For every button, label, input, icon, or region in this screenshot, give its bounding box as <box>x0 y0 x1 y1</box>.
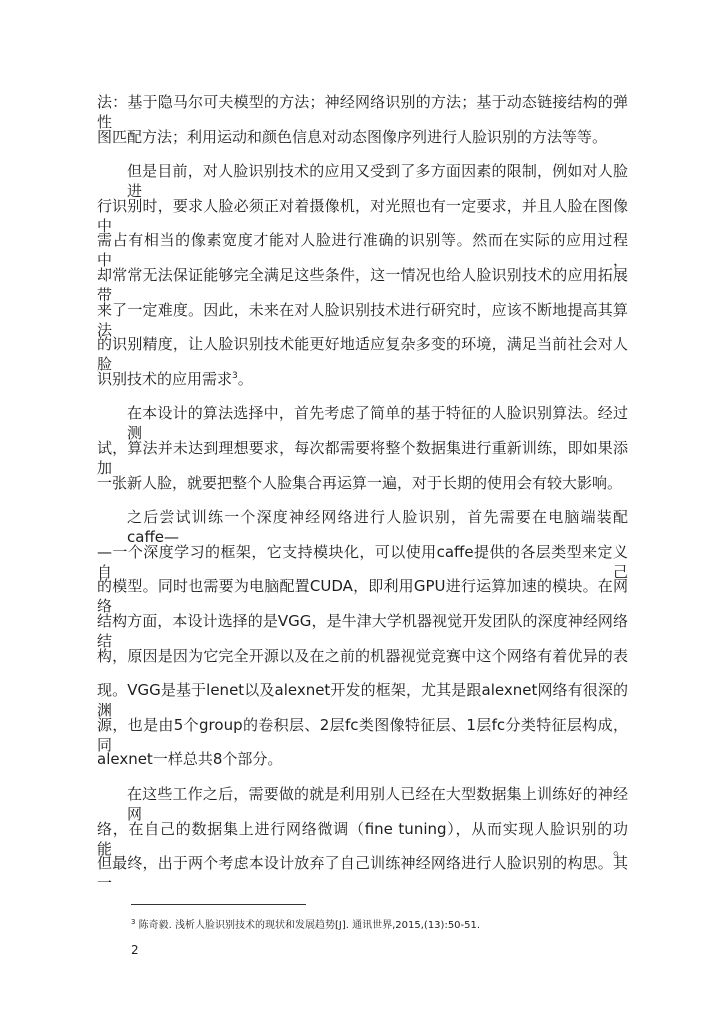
text-line <box>127 507 628 547</box>
text-line-content: 一张新人脸，就要把整个人脸集合再运算一遍，对于长期的使用会有较大影响。 <box>97 473 623 492</box>
footnote <box>131 919 480 933</box>
text-line-content: 构，原因是因为它完全开源以及在之前的机器视觉竞赛中这个网络有着优异的表 <box>97 646 628 665</box>
text-line-content: 络，在自己的数据集上进行网络微调（fine tuning），从而实现人脸识别的功能。 <box>97 819 628 858</box>
text-line <box>127 161 628 201</box>
text-line-content: 在这些工作之后，需要做的就是利用别人已经在大型数据集上训练好的神经网 <box>127 785 628 823</box>
text-line-content: 但是目前，对人脸识别技术的应用又受到了多方面因素的限制，例如对人脸进 <box>127 162 628 201</box>
text-line-content: 试，算法并未达到理想要求，每次都需要将整个数据集进行重新训练，即如果添加 <box>97 439 628 477</box>
text-line <box>97 334 628 374</box>
footnote-marker: 3 <box>131 918 136 926</box>
text-line-content: 识别技术的应用需求 <box>97 369 233 388</box>
text-line <box>97 853 628 893</box>
text-line <box>97 715 628 754</box>
text-line <box>97 230 628 270</box>
text-line <box>97 369 628 389</box>
text-line <box>97 127 628 147</box>
text-line <box>97 92 628 131</box>
text-line <box>127 784 628 823</box>
text-line-content: 结构方面，本设计选择的是VGG，是牛津大学机器视觉开发团队的深度神经网络结 <box>97 612 628 650</box>
text-line <box>97 680 628 720</box>
text-line-content: 图匹配方法；利用运动和颜色信息对动态图像序列进行人脸识别的方法等等。 <box>97 127 608 146</box>
text-line-content: 的识别精度，让人脸识别技术能更好地适应复杂多变的环境，满足当前社会对人脸 <box>97 335 628 374</box>
text-line <box>97 473 628 493</box>
text-line-content: 行识别时，要求人脸必须正对着摄像机，对光照也有一定要求，并且人脸在图像中 <box>97 196 628 235</box>
footnote-separator <box>131 904 306 905</box>
text-line <box>97 749 628 769</box>
text-line <box>97 300 628 339</box>
text-line-content: 的模型。同时也需要为电脑配置CUDA，即利用GPU进行运算加速的模块。在网络 <box>97 577 628 616</box>
text-line-content: 法：基于隐马尔可夫模型的方法；神经网络识别的方法；基于动态链接结构的弹性 <box>97 93 628 131</box>
text-line <box>97 542 628 581</box>
text-line-content: 现。VGG是基于lenet以及alexnet开发的框架，尤其是跟alexnet网络有很深的渊 <box>97 681 628 720</box>
text-line <box>97 265 628 304</box>
text-line <box>97 611 628 650</box>
text-line-content: 但最终，出于两个考虑本设计放弃了自己训练神经网络进行人脸识别的构思。其一 <box>97 854 628 893</box>
text-line <box>127 403 628 443</box>
text-line <box>97 438 628 477</box>
text-line <box>97 646 628 666</box>
text-line <box>97 196 628 235</box>
footnote-text: 陈奇毅. 浅析人脸识别技术的现状和发展趋势[J]. 通讯世界,2015,(13):50-51. <box>135 920 481 931</box>
page-number: 2 <box>131 943 139 957</box>
text-line <box>97 819 628 858</box>
text-line-content: 在本设计的算法选择中，首先考虑了简单的基于特征的人脸识别算法。经过测 <box>127 404 628 443</box>
text-line-content: 需占有相当的像素宽度才能对人脸进行准确的识别等。然而在实际的应用过程中， <box>97 231 628 270</box>
text-line-content: 源，也是由5个group的卷积层、2层fc类图像特征层、1层fc分类特征层构成，同 <box>97 715 628 754</box>
text-line-content: —一个深度学习的框架，它支持模块化，可以使用caffe提供的各层类型来定义自己 <box>97 542 628 581</box>
footnote-reference: 3 <box>232 370 238 381</box>
text-line-content: 之后尝试训练一个深度神经网络进行人脸识别，首先需要在电脑端装配caffe— <box>127 508 628 547</box>
text-line-content: 来了一定难度。因此，未来在对人脸识别技术进行研究时，应该不断地提高其算法 <box>97 300 628 339</box>
text-line <box>97 576 628 616</box>
text-line-content: 却常常无法保证能够完全满足这些条件，这一情况也给人脸识别技术的应用拓展带 <box>97 266 628 304</box>
text-line-content: alexnet一样总共8个部分。 <box>97 750 283 769</box>
text-line-tail: 。 <box>237 369 253 388</box>
